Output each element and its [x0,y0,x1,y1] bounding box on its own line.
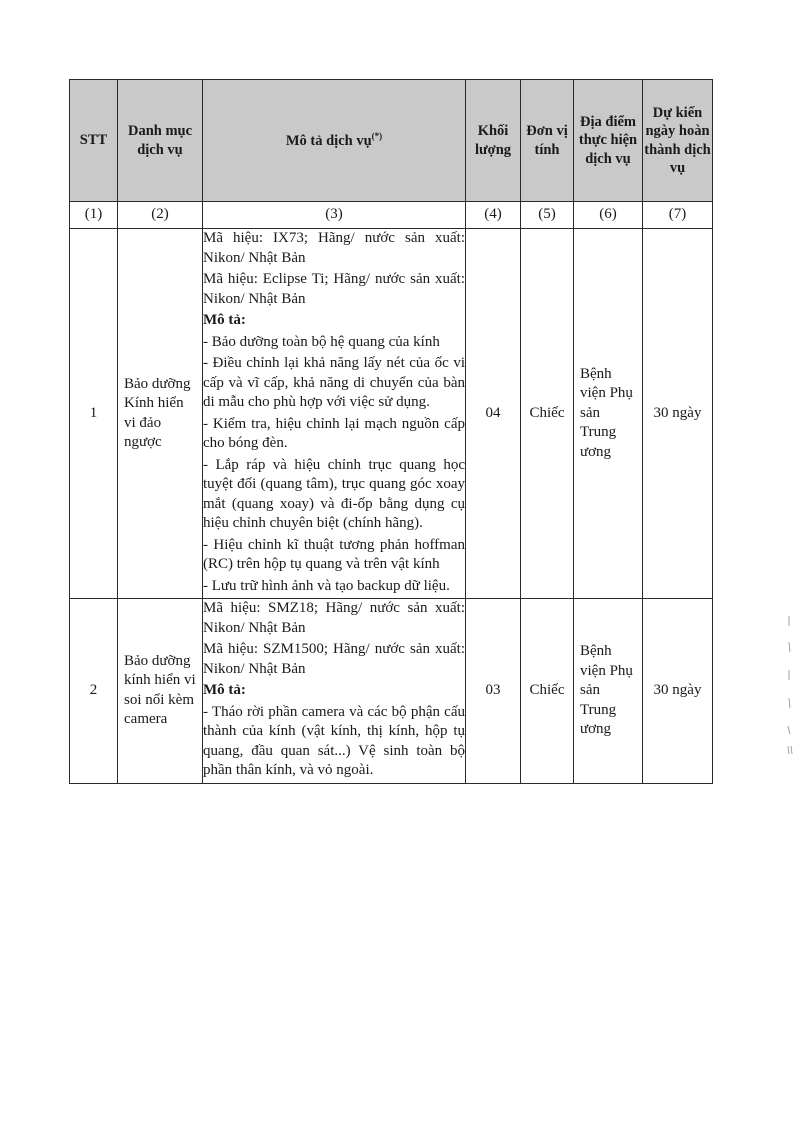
description-item: - Lắp ráp và hiệu chỉnh trục quang học tuyệt đối (quang tâm), trục quang góc xoay mắt (quang xoay) và đi-ốp bằng dụng cụ hiệu chỉnh chuyên biệt (chính hãng). [203,456,465,531]
column-number: (2) [118,202,203,229]
description-item: - Tháo rời phần camera và các bộ phận cấu thành của kính (vật kính, thị kính, hộp tụ quang, đầu quan sát...) Vệ sinh toàn bộ phần thân kính, và vỏ ngoài. [203,703,465,778]
scan-artifact-marks [784,608,796,768]
row-unit: Chiếc [521,229,574,599]
column-number: (6) [574,202,643,229]
header-category: Danh mục dịch vụ [118,80,203,202]
column-number: (7) [643,202,713,229]
header-row [70,80,713,202]
description-item: - Kiểm tra, hiệu chỉnh lại mạch nguồn cấp cho bóng đèn. [203,415,465,451]
header-quantity: Khối lượng [466,80,521,202]
header-stt: STT [70,80,118,202]
model-line: Mã hiệu: IX73; Hãng/ nước sản xuất: Nikon/ Nhật Bản [203,230,465,266]
row-unit: Chiếc [521,599,574,784]
table-row [70,599,713,784]
scan-artifact-glyphs [784,608,796,768]
header-description [203,80,466,202]
row-location: Bệnh viện Phụ sản Trung ương [574,229,643,599]
row-category: Bảo dưỡng Kính hiển vi đảo ngược [118,229,203,599]
row-description [203,599,466,784]
model-line: Mã hiệu: SMZ18; Hãng/ nước sản xuất: Nikon/ Nhật Bản [203,600,465,636]
service-table [69,79,713,784]
header-location: Địa điểm thực hiện dịch vụ [574,80,643,202]
row-completion-days: 30 ngày [643,599,713,784]
column-number-row [70,202,713,229]
header-completion-days: Dự kiến ngày hoàn thành dịch vụ [643,80,713,202]
header-unit: Đơn vị tính [521,80,574,202]
description-label: Mô tả: [203,312,246,328]
row-quantity: 04 [466,229,521,599]
header-description-note: (*) [371,131,383,142]
row-location: Bệnh viện Phụ sản Trung ương [574,599,643,784]
row-quantity: 03 [466,599,521,784]
description-item: - Lưu trữ hình ảnh và tạo backup dữ liệu. [203,577,450,594]
description-item: - Hiệu chỉnh kĩ thuật tương phản hoffman (RC) trên hộp tụ quang và trên vật kính [203,536,465,572]
row-stt: 1 [70,229,118,599]
column-number: (4) [466,202,521,229]
description-item: - Điều chỉnh lại khả năng lấy nét của ốc vi cấp và vĩ cấp, khả năng di chuyển của bàn di mẫu cho phù hợp với việc sử dụng. [203,355,465,410]
column-number: (3) [203,202,466,229]
column-number: (1) [70,202,118,229]
model-line: Mã hiệu: SZM1500; Hãng/ nước sản xuất: Nikon/ Nhật Bản [203,641,465,677]
description-item: - Bảo dưỡng toàn bộ hệ quang của kính [203,333,440,350]
row-completion-days: 30 ngày [643,229,713,599]
header-description-label: Mô tả dịch vụ [285,132,372,149]
row-stt: 2 [70,599,118,784]
model-line: Mã hiệu: Eclipse Ti; Hãng/ nước sản xuất: Nikon/ Nhật Bản [203,271,465,307]
column-number: (5) [521,202,574,229]
table-row [70,229,713,599]
description-label: Mô tả: [203,682,246,698]
row-description [203,229,466,599]
row-category: Bảo dưỡng kính hiển vi soi nổi kèm camera [118,599,203,784]
